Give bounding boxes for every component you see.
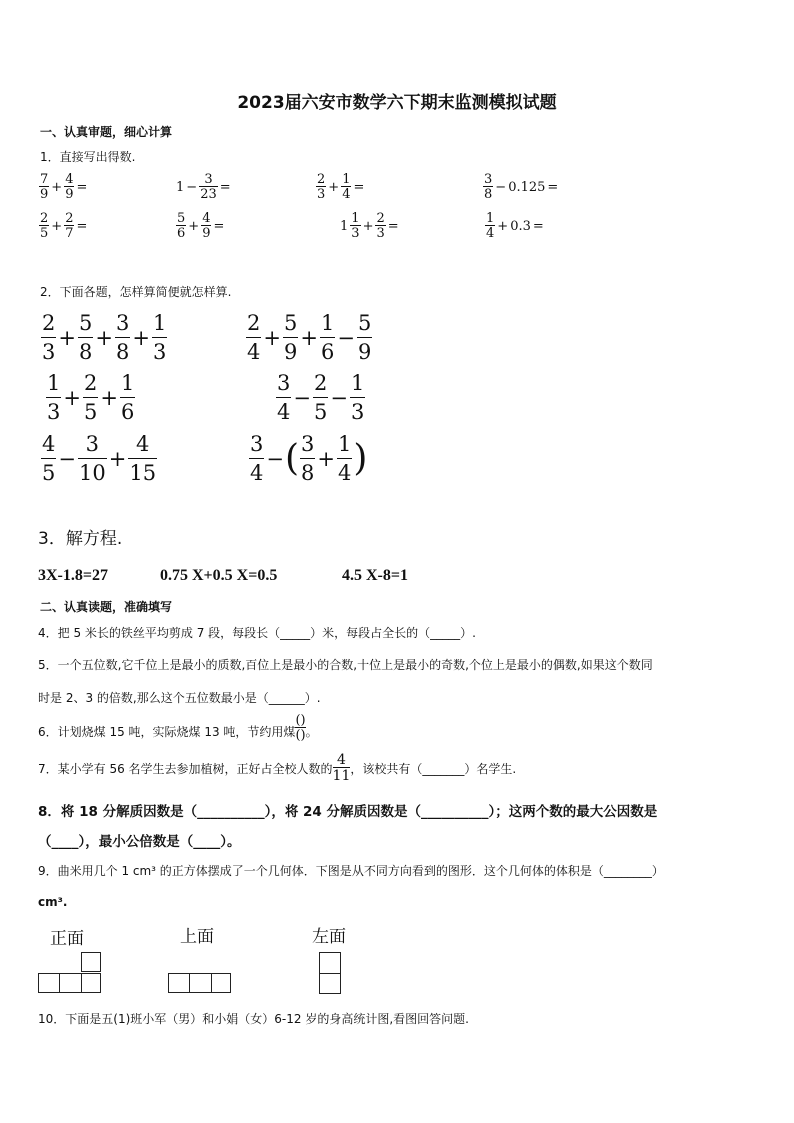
q2-label: 2．下面各题，怎样算简便就怎样算. [40,285,232,299]
cube-square [38,973,60,993]
q1-item-8: $\frac{1}{4}$ + 0.3 = [486,211,544,241]
cube-square [81,973,101,993]
section-1-heading: 一、认真审题，细心计算 [40,125,173,139]
cube-square [211,973,231,993]
page-title: 2023届六安市数学六下期末监测模拟试题 [237,93,557,113]
q8-line-1: 8．将 18 分解质因数是（__________），将 24 分解质因数是（__________）；这两个数的最大公因数是 [38,804,658,820]
q1-label: 1．直接写出得数. [40,150,136,164]
left-view-label: 左面 [312,927,346,947]
q1-item-7: 1 $\frac{1}{3}$ + $\frac{2}{3}$ = [340,211,399,241]
cube-square [319,973,341,994]
fraction: $\frac{2}{5}$ [313,371,328,424]
cube-square [189,973,212,993]
fraction: $\frac{1}{4}$ [338,432,352,485]
fraction: $\frac{3}{4}$ [250,432,264,485]
q1-item-3: $\frac{2}{3}$ + $\frac{1}{4}$ = [317,172,365,202]
q3-label: 3．解方程. [38,529,123,549]
q1-item-4: $\frac{3}{8}$ − 0.125 = [484,172,559,202]
fraction: $\frac{5}{8}$ [78,311,93,364]
fraction: $\frac{7}{9}$ [40,172,49,202]
fraction: $\frac{3}{23}$ [200,172,217,202]
fraction: $\frac{5}{9}$ [357,311,372,364]
q2-expr-5: $\frac{4}{5}$ − $\frac{3}{10}$ + $\frac{4}{15}$ [42,432,157,485]
q5-line-1: 5．一个五位数,它千位上是最小的质数,百位上是最小的合数,十位上是最小的奇数,个位上是最小的偶数,如果这个数同 [38,658,653,672]
q2-expr-2: $\frac{2}{4}$ + $\frac{5}{9}$ + $\frac{1}{6}$ − $\frac{5}{9}$ [247,311,372,364]
front-view-label: 正面 [50,929,84,949]
q2-expr-3: $\frac{1}{3}$ + $\frac{2}{5}$ + $\frac{1}{6}$ [47,371,135,424]
q2-expr-1: $\frac{2}{3}$ + $\frac{5}{8}$ + $\frac{3}{8}$ + $\frac{1}{3}$ [42,311,167,364]
cube-square [319,952,341,974]
fraction: $\frac{3}{4}$ [277,371,291,424]
fraction: $\frac{2}{5}$ [83,371,98,424]
q1-item-5: $\frac{2}{5}$ + $\frac{2}{7}$ = [40,211,88,241]
q10-text: 10．下面是五(1)班小军（男）和小娟（女）6-12 岁的身高统计图,看图回答问题. [38,1012,469,1026]
cube-square [59,973,82,993]
fraction: $\frac{4}{9}$ [202,211,211,241]
q9-line-1: 9．曲米用几个 1 cm³ 的正方体摆成了一个几何体．下图是从不同方向看到的图形．这个几何体的体积是（________） [38,864,664,878]
q1-item-6: $\frac{5}{6}$ + $\frac{4}{9}$ = [177,211,225,241]
fraction: $\frac{1}{4}$ [486,211,495,241]
fraction: $\frac{2}{4}$ [247,311,261,364]
q6-text: 6．计划烧煤 15 吨，实际烧煤 13 吨，节约用煤 () () 。 [38,713,318,743]
fraction: $\frac{1}{3}$ [152,311,167,364]
equation-2: 0.75 X+0.5 X=0.5 [160,567,278,584]
q8-line-2: （____），最小公倍数是（____）。 [38,834,241,850]
fraction: $\frac{1}{3}$ [351,211,360,241]
cube-square [168,973,190,993]
q2-expr-6: $\frac{3}{4}$ − ( $\frac{3}{8}$ + $\frac{1}{4}$ ) [250,432,368,485]
fraction: $\frac{1}{3}$ [47,371,61,424]
fraction: $\frac{2}{3}$ [42,311,56,364]
fraction: $\frac{3}{8}$ [484,172,493,202]
fraction: $\frac{5}{9}$ [283,311,298,364]
fraction: $\frac{2}{3}$ [376,211,385,241]
fraction: $\frac{4}{15}$ [129,432,157,485]
fraction: $\frac{1}{6}$ [120,371,135,424]
cube-square [81,952,101,972]
q9-line-2: cm³. [38,895,68,909]
fraction: $\frac{3}{8}$ [115,311,130,364]
q1-item-2: 1 − $\frac{3}{23}$ = [176,172,231,202]
fraction: $\frac{2}{3}$ [317,172,326,202]
fraction: $\frac{4}{5}$ [42,432,56,485]
fraction: $\frac{1}{4}$ [342,172,351,202]
equation-1: 3X-1.8=27 [38,567,108,584]
q5-line-2: 时是 2、3 的倍数,那么这个五位数最小是（______）. [38,691,321,705]
fraction: $\frac{2}{7}$ [65,211,74,241]
q1-item-1: $\frac{7}{9}$ + $\frac{4}{9}$ = [40,172,88,202]
fraction: $\frac{3}{10}$ [78,432,106,485]
equation-3: 4.5 X-8=1 [342,567,408,584]
fraction: $\frac{4}{9}$ [65,172,74,202]
blank-fraction: () () [295,713,306,743]
q2-expr-4: $\frac{3}{4}$ − $\frac{2}{5}$ − $\frac{1}{3}$ [277,371,365,424]
fraction: $\frac{1}{6}$ [320,311,335,364]
fraction: $\frac{1}{3}$ [350,371,365,424]
fraction: $\frac{3}{8}$ [301,432,315,485]
q7-text: 7．某小学有 56 名学生去参加植树，正好占全校人数的 4 11 ，该校共有（_______）名学生. [38,752,517,784]
section-2-heading: 二、认真读题，准确填写 [40,600,173,614]
fraction: $\frac{5}{6}$ [177,211,186,241]
q4-text: 4．把 5 米长的铁丝平均剪成 7 段，每段长（_____）米，每段占全长的（_____）. [38,626,476,640]
fraction: $\frac{2}{5}$ [40,211,49,241]
top-view-label: 上面 [180,927,214,947]
fraction: 4 11 [332,752,351,784]
